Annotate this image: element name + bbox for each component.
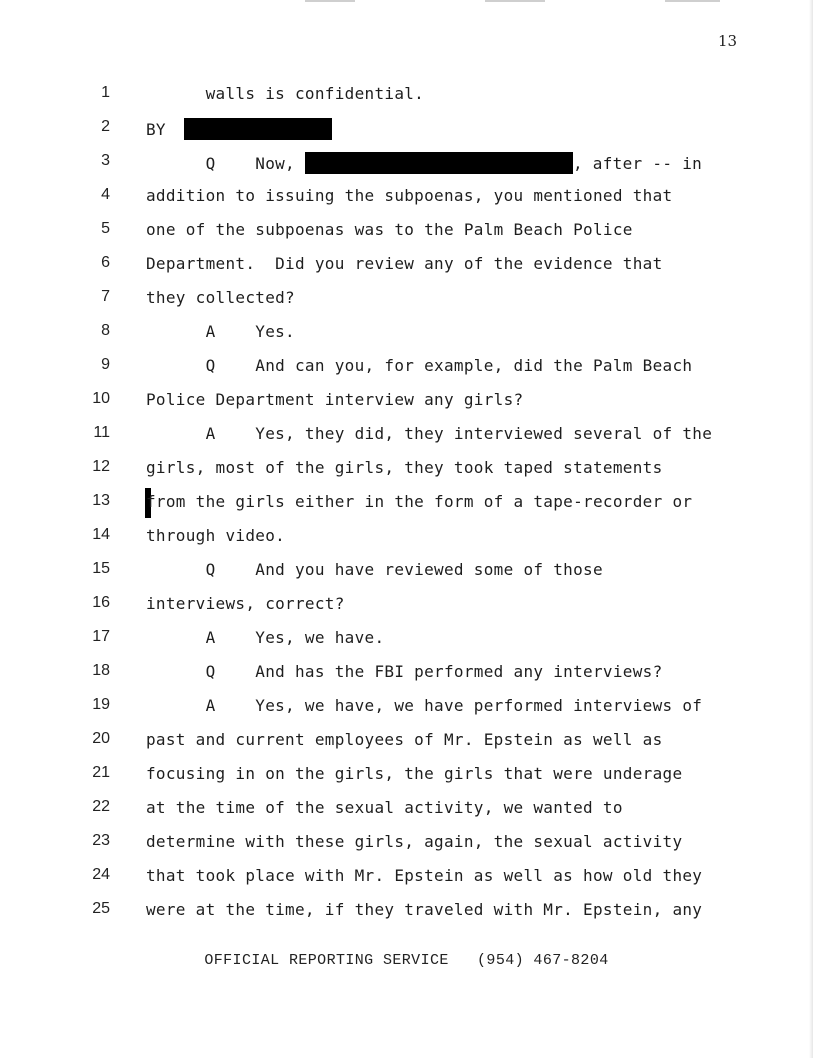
line-text-segment: that took place with Mr. Epstein as well as how old they (146, 866, 703, 885)
line-number: 24 (92, 866, 110, 883)
transcript-line (0, 216, 813, 250)
line-text-segment: walls is confidential. (146, 84, 425, 103)
line-number: 16 (92, 594, 110, 611)
line-number: 12 (92, 458, 110, 475)
line-text (146, 866, 702, 885)
line-text-segment: A Yes, we have, we have performed interviews of (146, 696, 703, 715)
transcript-line (0, 556, 813, 590)
line-text (146, 152, 702, 174)
transcript-line (0, 284, 813, 318)
line-number: 17 (92, 628, 110, 645)
line-text-segment: Q Now, (146, 154, 305, 173)
line-text-segment: determine with these girls, again, the sexual activity (146, 832, 683, 851)
transcript-line (0, 658, 813, 692)
transcript-line (0, 454, 813, 488)
transcript-line (0, 590, 813, 624)
line-text-segment: A Yes, they did, they interviewed several of the (146, 424, 713, 443)
line-number: 13 (92, 492, 110, 509)
transcript-line (0, 794, 813, 828)
line-number: 11 (93, 424, 110, 441)
line-text (146, 798, 623, 817)
line-text-segment: BY (146, 120, 176, 139)
transcript-line (0, 760, 813, 794)
line-text-segment: Q And you have reviewed some of those (146, 560, 603, 579)
transcript-line (0, 624, 813, 658)
line-text (146, 390, 523, 409)
line-text (146, 900, 702, 919)
footer-service: OFFICIAL REPORTING SERVICE (204, 952, 449, 969)
line-text-segment: girls, most of the girls, they took taped statements (146, 458, 663, 477)
line-text (146, 220, 633, 239)
redaction-block (184, 118, 332, 140)
line-text-segment: they collected? (146, 288, 295, 307)
transcript-line (0, 862, 813, 896)
line-text (146, 424, 712, 443)
line-text-segment: addition to issuing the subpoenas, you mentioned that (146, 186, 673, 205)
transcript-line (0, 420, 813, 454)
line-text-segment: Department. Did you review any of the evidence that (146, 254, 663, 273)
transcript-line (0, 386, 813, 420)
transcript-line (0, 488, 813, 522)
footer-phone: (954) 467-8204 (477, 952, 609, 969)
line-text (146, 662, 663, 681)
line-text (146, 254, 663, 273)
line-number: 9 (101, 356, 110, 373)
line-text-segment: past and current employees of Mr. Epstein as well as (146, 730, 663, 749)
line-number: 18 (92, 662, 110, 679)
line-number: 15 (92, 560, 110, 577)
line-text-segment: A Yes. (146, 322, 295, 341)
transcript-line (0, 80, 813, 114)
transcript-line (0, 726, 813, 760)
line-number: 4 (101, 186, 110, 203)
line-text-segment: interviews, correct? (146, 594, 345, 613)
line-text (146, 696, 702, 715)
transcript-line (0, 318, 813, 352)
line-text-segment: focusing in on the girls, the girls that were underage (146, 764, 683, 783)
line-text (146, 628, 384, 647)
redaction-block (305, 152, 573, 174)
line-text (146, 322, 295, 341)
line-number: 8 (101, 322, 110, 339)
line-number: 25 (92, 900, 110, 917)
transcript-line (0, 522, 813, 556)
line-number: 14 (92, 526, 110, 543)
line-number: 20 (92, 730, 110, 747)
line-text (146, 730, 663, 749)
line-text (146, 764, 682, 783)
line-text (146, 526, 285, 545)
line-text-segment: , after -- in (572, 154, 703, 173)
line-text (146, 84, 424, 103)
transcript-line (0, 352, 813, 386)
line-text (146, 594, 345, 613)
transcript-line (0, 250, 813, 284)
line-text-segment: from the girls either in the form of a tape-recorder or (146, 492, 693, 511)
line-number: 22 (92, 798, 110, 815)
transcript-line (0, 114, 813, 148)
line-number: 7 (101, 288, 110, 305)
line-number: 2 (101, 118, 110, 135)
line-number: 23 (92, 832, 110, 849)
transcript-line (0, 828, 813, 862)
transcript-line (0, 896, 813, 930)
line-text (146, 560, 603, 579)
line-text-segment: A Yes, we have. (146, 628, 385, 647)
line-text-segment: Q And has the FBI performed any interviews? (146, 662, 663, 681)
line-text (146, 458, 663, 477)
line-text-segment: at the time of the sexual activity, we wanted to (146, 798, 623, 817)
transcript-line (0, 692, 813, 726)
line-text (146, 288, 295, 307)
line-number: 3 (101, 152, 110, 169)
page-number: 13 (718, 32, 738, 50)
footer (0, 952, 813, 969)
transcript-lines (0, 80, 813, 930)
transcript-line (0, 148, 813, 182)
scan-top-marks (0, 0, 813, 4)
line-text (146, 356, 692, 375)
line-text (146, 492, 692, 511)
line-text (146, 832, 682, 851)
line-text-segment: Q And can you, for example, did the Palm Beach (146, 356, 693, 375)
page-edge (809, 0, 813, 1058)
line-text-segment: Police Department interview any girls? (146, 390, 524, 409)
line-number: 10 (92, 390, 110, 407)
line-text-segment: through video. (146, 526, 286, 545)
line-text (146, 118, 332, 140)
line-number: 5 (101, 220, 110, 237)
transcript-line (0, 182, 813, 216)
line-text (146, 186, 672, 205)
line-number: 21 (92, 764, 110, 781)
line-text-segment: one of the subpoenas was to the Palm Beach Police (146, 220, 633, 239)
line-number: 1 (101, 84, 110, 101)
line-number: 6 (101, 254, 110, 271)
line-text-segment: were at the time, if they traveled with Mr. Epstein, any (146, 900, 703, 919)
line-number: 19 (92, 696, 110, 713)
